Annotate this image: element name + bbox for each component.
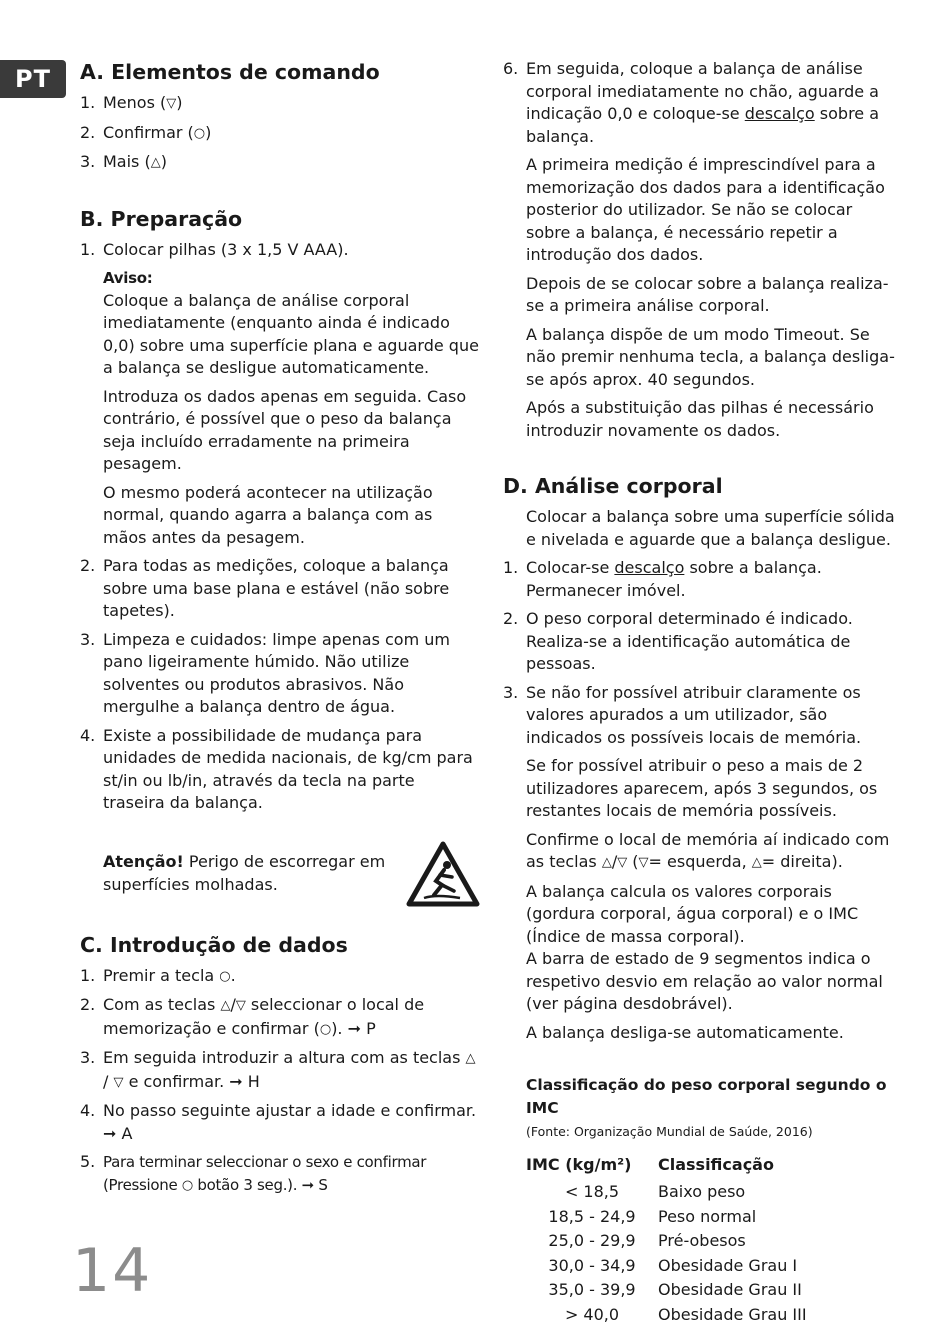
list-item — [503, 608, 898, 676]
warning-body: Perigo de escorregar em superfícies molhadas. — [103, 852, 386, 894]
item-number: 1. — [80, 239, 96, 259]
item-text: Se não for possível atribuir claramente os valores apurados a um utilizador, são indicados os possíveis locais de memória. — [526, 682, 862, 747]
paragraph: A barra de estado de 9 segmentos indica o respetivo desvio em relação ao valor normal (ver página desdobrável). — [526, 949, 883, 1013]
paragraph: Colocar a balança sobre uma superfície sólida e nivelada e aguarde que a balança desligue. — [526, 507, 895, 549]
paragraph: A balança calcula os valores corporais (gordura corporal, água corporal) e o IMC (Índice de massa corporal). — [526, 881, 859, 946]
item-text: sobre a balança. Permanecer imóvel. — [526, 558, 822, 600]
bmi-range: < 18,5 — [564, 1182, 620, 1201]
item-number: 3. — [80, 1048, 96, 1067]
arrow-icon: ➞ — [347, 1018, 362, 1038]
item-text: No passo seguinte ajustar a idade e confirmar. — [103, 1101, 477, 1120]
item-text: Em seguida introduzir a altura com as teclas — [103, 1048, 466, 1067]
item-number: 2. — [80, 556, 96, 575]
page-number: 14 — [72, 1236, 153, 1306]
minus-icon: ▽ — [166, 96, 177, 111]
aviso-block — [103, 267, 480, 549]
display-symbol: H — [247, 1071, 260, 1091]
table-row — [526, 1205, 807, 1230]
bmi-title: Classificação do peso corporal segundo o IMC — [526, 1076, 887, 1117]
item-number: 1. — [80, 965, 96, 985]
item-number: 5. — [80, 1152, 96, 1171]
list-item — [80, 629, 480, 719]
item-number: 1. — [80, 93, 96, 112]
bmi-range: 30,0 - 34,9 — [548, 1255, 636, 1275]
bmi-range: 18,5 - 24,9 — [548, 1206, 636, 1226]
paragraph: A primeira medição é imprescindível para a memorização dos dados para a identificação posterior do utilizador. Se não se colocar sobre a balança, é necessário repetir a introdução dos dados. — [526, 155, 885, 264]
minus-icon: ▽ — [617, 855, 628, 870]
item-text: ). — [331, 1018, 348, 1038]
list-item — [503, 58, 898, 148]
paragraph: Introduza os dados apenas em seguida. Caso contrário, é possível que o peso da balança seja incluído erradamente na primeira pesagem. — [103, 386, 467, 473]
item-number: 4. — [80, 725, 96, 745]
display-symbol: S — [318, 1175, 328, 1194]
list-item: 2. Com as teclas △/▽ seleccionar o local de memorização e confirmar (○). ➞ P — [80, 994, 480, 1041]
list-item: 3. Em seguida introduzir a altura com as teclas △/ ▽ e confirmar. ➞ H — [80, 1047, 480, 1094]
section-c-title: C. Introdução de dados — [80, 932, 348, 957]
bmi-range: > 40,0 — [564, 1304, 620, 1324]
list-item — [80, 1100, 480, 1145]
item-number: 2. — [503, 609, 519, 628]
confirm-icon: ○ — [181, 1177, 193, 1193]
confirm-icon: ○ — [319, 1021, 332, 1037]
item-text: seleccionar o local de memorização e confirmar ( — [103, 995, 425, 1038]
minus-icon: ▽ — [235, 998, 246, 1013]
column-header: IMC (kg/m²) — [526, 1154, 632, 1174]
item-number: 4. — [80, 1101, 96, 1120]
section-b-title: B. Preparação — [80, 206, 243, 231]
minus-icon: ▽ — [113, 1074, 124, 1090]
paragraph: Após a substituição das pilhas é necessário introduzir novamente os dados. — [526, 398, 874, 440]
plus-icon: △ — [150, 155, 161, 170]
paragraph: Confirme o local de memória aí indicado com as teclas △/▽ (▽= esquerda, △= direita). — [526, 829, 898, 875]
item-text: Limpeza e cuidados: limpe apenas com um pano ligeiramente húmido. Não utilize solventes ou produtos abrasivos. Não mergulhe a balança dentro de água. — [103, 629, 450, 716]
list-item — [80, 1151, 480, 1197]
bmi-class: Peso normal — [658, 1206, 757, 1226]
language-tab: PT — [0, 60, 66, 98]
table-row — [526, 1254, 807, 1279]
confirm-icon: ○ — [219, 968, 231, 984]
paragraph: O mesmo poderá acontecer na utilização normal, quando agarra a balança com as mãos antes da pesagem. — [103, 482, 433, 547]
item-number: 2. — [80, 122, 96, 142]
plus-icon: △ — [465, 1051, 476, 1066]
paragraph: Depois de se colocar sobre a balança realiza-se a primeira análise corporal. — [526, 273, 889, 315]
bmi-range: 35,0 - 39,9 — [548, 1280, 636, 1299]
slippery-floor-warning-icon — [406, 841, 480, 907]
item-text: = direita). — [761, 852, 843, 871]
item-number: 1. — [503, 558, 519, 577]
item-text: = esquerda, — [648, 852, 752, 871]
underlined-text: descalço — [744, 104, 815, 123]
column-header: Classificação — [658, 1154, 774, 1174]
paragraph: A balança desliga-se automaticamente. — [526, 1022, 844, 1042]
item-text: ) — [176, 93, 183, 112]
item-text: e confirmar. — [123, 1071, 230, 1091]
table-row — [526, 1180, 807, 1205]
underlined-text: descalço — [614, 558, 685, 577]
item-text: . — [230, 965, 236, 985]
table-header-row — [526, 1154, 807, 1181]
section-d-title: D. Análise corporal — [503, 474, 723, 498]
item-text: sobre a balança. — [526, 104, 880, 146]
bmi-table — [526, 1154, 807, 1328]
item-text: Colocar pilhas (3 x 1,5 V AAA). — [103, 239, 349, 259]
arrow-icon: ➞ — [301, 1175, 314, 1194]
slip-warning — [103, 841, 480, 907]
list-item — [503, 682, 898, 750]
plus-icon: △ — [601, 855, 612, 870]
item-number: 2. — [80, 995, 96, 1014]
aviso-label: Aviso: — [103, 269, 153, 287]
display-symbol: A — [121, 1123, 133, 1143]
item-text: Existe a possibilidade de mudança para unidades de medida nacionais, de kg/cm para st/in ou lb/in, através da tecla na parte traseira da balança. — [103, 725, 473, 812]
bmi-class: Obesidade Grau I — [658, 1255, 798, 1275]
minus-icon: ▽ — [638, 855, 649, 870]
table-row — [526, 1303, 807, 1328]
item-number: 3. — [80, 629, 96, 649]
bmi-class: Obesidade Grau III — [658, 1304, 807, 1324]
item-text: ( — [627, 852, 639, 871]
item-text: botão 3 seg.). — [192, 1175, 302, 1194]
item-text: Confirme o local de memória aí indicado com as teclas — [526, 829, 890, 871]
plus-icon: △ — [220, 998, 231, 1013]
right-column — [503, 58, 898, 1327]
list-item — [80, 239, 480, 262]
item-text: O peso corporal determinado é indicado. Realiza-se a identificação automática de pessoas. — [526, 609, 853, 673]
list-item — [80, 151, 480, 175]
item-text: Confirmar ( — [103, 122, 194, 142]
warning-label: Atenção! — [103, 852, 184, 871]
warning-text — [103, 851, 396, 896]
display-symbol: P — [366, 1018, 376, 1038]
arrow-icon: ➞ — [229, 1071, 243, 1091]
confirm-icon: ○ — [193, 125, 206, 141]
list-item — [80, 555, 480, 623]
item-text: Mais ( — [103, 152, 151, 171]
item-text: Colocar-se — [526, 558, 615, 577]
table-row — [526, 1278, 807, 1303]
item-text: Com as teclas — [103, 995, 221, 1014]
item-text: Em seguida, coloque a balança de análise corporal imediatamente no chão, aguarde a indicação 0,0 e coloque-se — [526, 59, 879, 123]
list-item — [503, 557, 898, 602]
list-item — [80, 122, 480, 146]
item-text: ) — [160, 152, 167, 171]
item-text: Premir a tecla — [103, 965, 220, 985]
item-text: ) — [205, 122, 212, 142]
bmi-source: (Fonte: Organização Mundial de Saúde, 2016) — [526, 1124, 813, 1139]
left-column — [80, 58, 480, 1203]
arrow-icon: ➞ — [103, 1123, 117, 1143]
list-item — [80, 965, 480, 989]
paragraph: A balança dispõe de um modo Timeout. Se não premir nenhuma tecla, a balança desliga-se após aprox. 40 segundos. — [526, 324, 895, 389]
item-text: Para todas as medições, coloque a balança sobre uma base plana e estável (não sobre tapetes). — [103, 556, 450, 620]
item-number: 6. — [503, 59, 519, 78]
table-row — [526, 1229, 807, 1254]
bmi-class: Baixo peso — [658, 1182, 746, 1201]
list-item — [80, 725, 480, 815]
item-number: 3. — [503, 682, 519, 702]
bmi-range: 25,0 - 29,9 — [548, 1231, 636, 1250]
bmi-class: Pré-obesos — [658, 1231, 746, 1250]
paragraph: Se for possível atribuir o peso a mais de 2 utilizadores aparecem, após 3 segundos, os restantes locais de memória possíveis. — [526, 756, 878, 820]
paragraph: Coloque a balança de análise corporal imediatamente (enquanto ainda é indicado 0,0) sobre uma superfície plana e aguarde que a balança se desligue automaticamente. — [103, 290, 479, 377]
item-number: 3. — [80, 152, 96, 171]
section-a-title: A. Elementos de comando — [80, 60, 380, 84]
item-text: Para terminar seleccionar o sexo e confirmar (Pressione — [103, 1153, 427, 1194]
list-item — [80, 92, 480, 116]
item-text: Menos ( — [103, 93, 167, 112]
bmi-class: Obesidade Grau II — [658, 1280, 802, 1299]
plus-icon: △ — [751, 855, 762, 870]
bmi-section — [526, 1074, 898, 1144]
